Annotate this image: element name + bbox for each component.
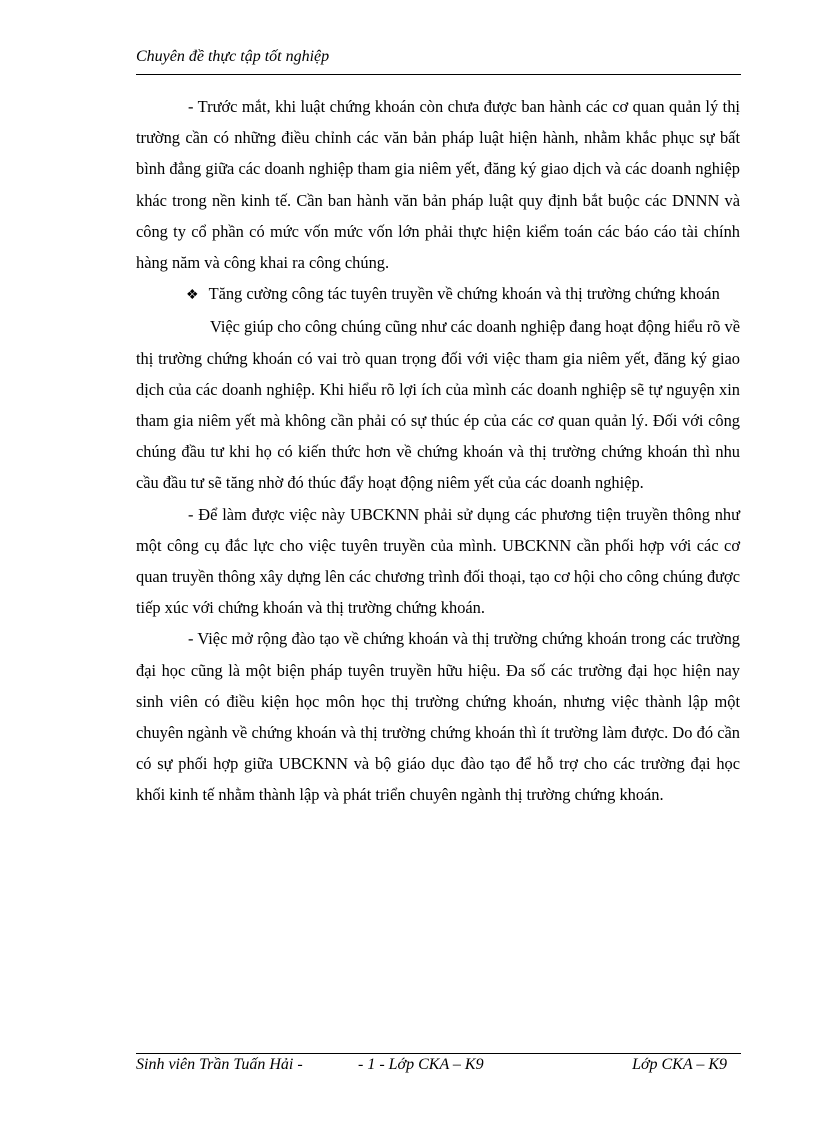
- bullet-heading-text: Tăng cường công tác tuyên truyền về chứng khoán và thị trường chứng khoán: [208, 284, 720, 304]
- page-header: [136, 48, 741, 74]
- bullet-heading: [136, 278, 740, 311]
- diamond-bullet-icon: ❖: [186, 288, 199, 304]
- header-divider: [136, 74, 741, 75]
- footer-student: Sinh viên Trần Tuấn Hải -: [136, 1056, 303, 1073]
- paragraph-1: - Trước mắt, khi luật chứng khoán còn chưa được ban hành các cơ quan quản lý thị trường cần có những điều chỉnh các văn bản pháp luật hiện hành, nhằm khắc phục sự bất bình đẳng giữa các doanh nghiệp tham gia niêm yết, đăng ký giao dịch và các doanh nghiệp khác trong nền kinh tế. Cần ban hành văn bản pháp luật quy định bắt buộc các DNNN và công ty cổ phần có mức vốn mức vốn lớn phải thực hiện kiểm toán các báo cáo tài chính hàng năm và công khai ra công chúng.: [136, 97, 740, 273]
- footer-class: Lớp CKA – K9: [632, 1056, 727, 1073]
- header-title: Chuyên đề thực tập tốt nghiệp: [136, 48, 330, 65]
- paragraph-2: Việc giúp cho công chúng cũng như các doanh nghiệp đang hoạt động hiểu rõ về thị trường chứng khoán có vai trò quan trọng đối với việc tham gia niêm yết, đăng ký giao dịch của các doanh nghiệp. Khi hiểu rõ lợi ích của mình các doanh nghiệp sẽ tự nguyện xin tham gia niêm yết mà không cần phải có sự thúc ép của các cơ quan quản lý. Đối với công chúng đầu tư khi họ có kiến thức hơn về chứng khoán và thị trường chứng khoán thì nhu cầu đầu tư sẽ tăng nhờ đó thúc đẩy hoạt động niêm yết của các doanh nghiệp.: [136, 317, 740, 493]
- footer-divider: [136, 1053, 741, 1054]
- paragraph-3: - Để làm được việc này UBCKNN phải sử dụng các phương tiện truyền thông như một công cụ đắc lực cho việc tuyên truyền của mình. UBCKNN cần phối hợp với các cơ quan truyền thông xây dựng lên các chương trình đối thoại, tạo cơ hội cho công chúng được tiếp xúc với chứng khoán và thị trường chứng khoán.: [136, 504, 740, 618]
- paragraph-4: - Việc mở rộng đào tạo về chứng khoán và thị trường chứng khoán trong các trường đại học cũng là một biện pháp tuyên truyền hữu hiệu. Đa số các trường đại học hiện nay sinh viên có điều kiện học môn học thị trường chứng khoán, nhưng việc thành lập một chuyên ngành về chứng khoán và thị trường chứng khoán thì ít trường làm được. Do đó cần có sự phối hợp giữa UBCKNN và bộ giáo dục đào tạo để hỗ trợ cho các trường đại học khối kinh tế nhằm thành lập và phát triển chuyên ngành thị trường chứng khoán.: [136, 629, 740, 805]
- footer-page-number: - 1 - Lớp CKA – K9: [358, 1056, 484, 1073]
- document-body: [136, 91, 740, 811]
- page-footer: [136, 1056, 741, 1078]
